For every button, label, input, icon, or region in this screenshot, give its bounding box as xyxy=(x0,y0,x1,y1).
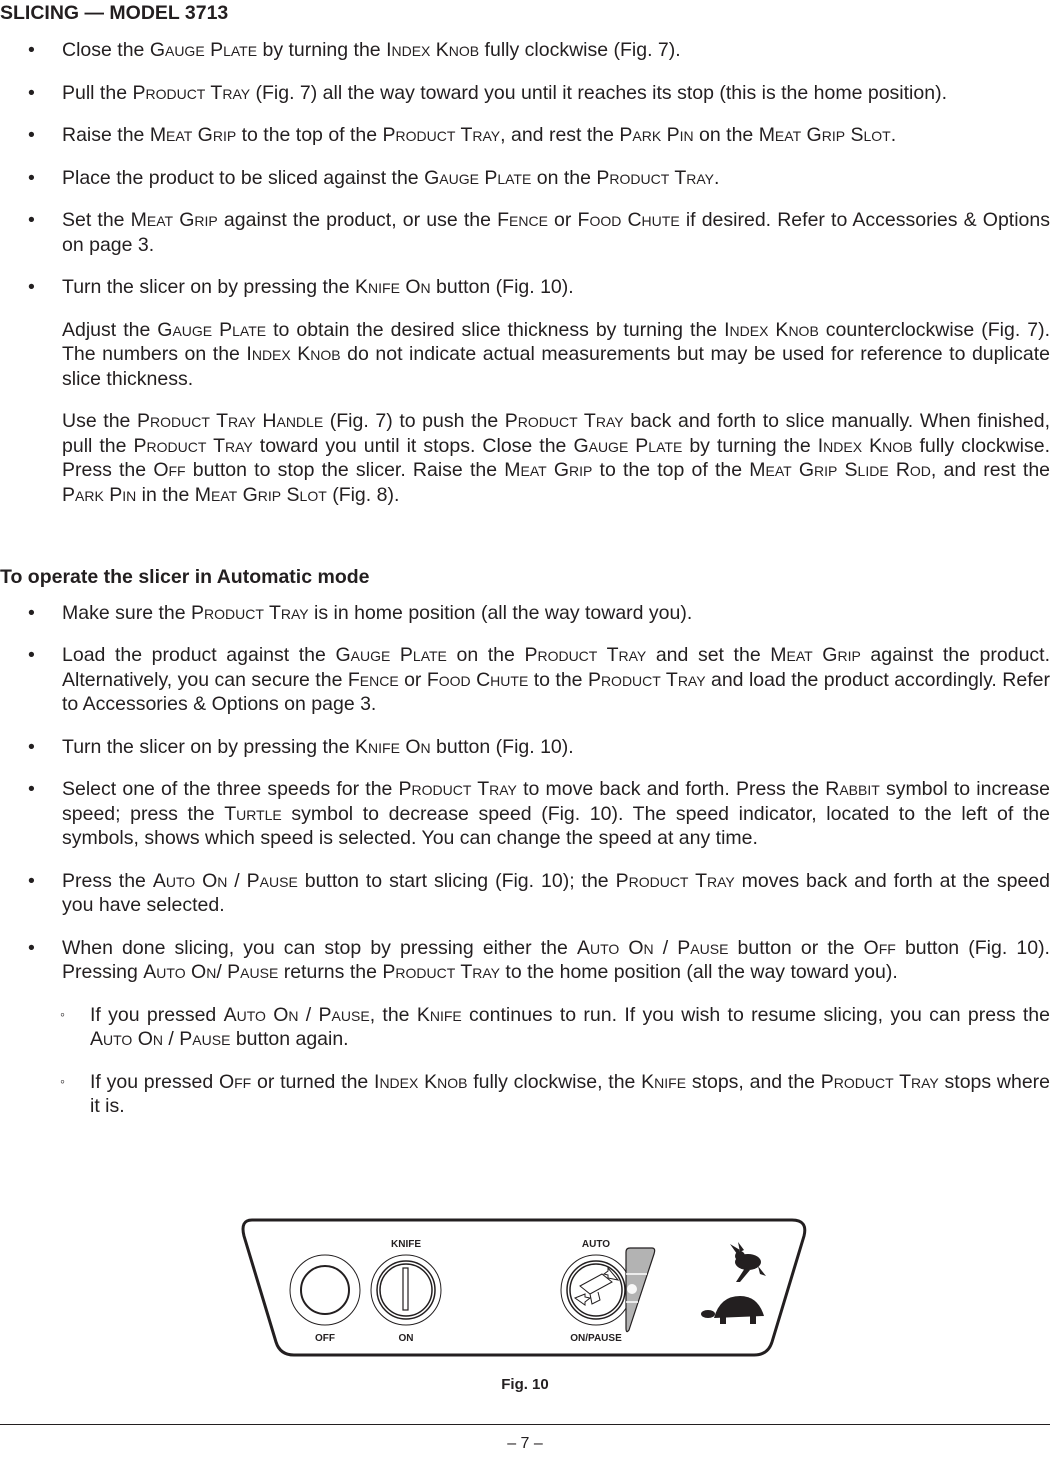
term: Product Tray xyxy=(524,644,647,666)
term: Product Tray xyxy=(398,778,517,800)
turtle-icon xyxy=(701,1296,764,1324)
bullet-icon: • xyxy=(28,601,35,624)
list-item xyxy=(0,936,1050,985)
term: Product Tray xyxy=(382,124,501,146)
term: Index Knob xyxy=(724,318,819,341)
off-button xyxy=(290,1255,360,1325)
off-label: OFF xyxy=(315,1333,335,1344)
figure-caption: Fig. 10 xyxy=(501,1376,549,1393)
list-item xyxy=(0,869,1050,918)
auto-mode-heading: To operate the slicer in Automatic mode xyxy=(0,566,370,588)
term: Off xyxy=(218,1070,252,1093)
bullet-icon: • xyxy=(28,778,35,800)
knife-label: KNIFE xyxy=(391,1239,421,1250)
term: Gauge Plate xyxy=(157,318,267,341)
item-text: Pull the Product Tray (Fig. 7) all the way toward you until it reaches its stop (this is the home position). xyxy=(62,81,947,104)
bullet-icon: ◦ xyxy=(60,1005,65,1022)
item-text: When done slicing, you can stop by pressing either the Auto On / Pause button or the Off button (Fig. 10). Pressing Auto On/ Pause returns the Product Tray to the home position (all the way toward you). xyxy=(62,936,1050,983)
term: Pause xyxy=(227,961,279,983)
bullet-icon: • xyxy=(28,276,35,298)
term: Food Chute xyxy=(577,209,680,231)
bullet-icon: • xyxy=(28,644,35,666)
speed-indicator-light xyxy=(627,1284,637,1294)
term: Turtle xyxy=(224,802,282,825)
item-text: Use the Product Tray Handle (Fig. 7) to push the Product Tray back and forth to slice manually. When finished, pull the Product Tray toward you until it stops. Close the Gauge Plate by turning the Index Knob fully clockwise. Press the Off button to stop the slicer. Raise the Meat Grip to the top of the Meat Grip Slide Rod, and rest the Park Pin in the Meat Grip Slot (Fig. 8). xyxy=(62,410,1050,506)
term: Index Knob xyxy=(386,39,480,61)
term: Product Tray xyxy=(382,961,500,983)
item-text: Turn the slicer on by pressing the Knife On button (Fig. 10). xyxy=(62,276,574,298)
item-text: Select one of the three speeds for the Product Tray to move back and forth. Press the Rabbit symbol to increase speed; press the Turtle symbol to decrease speed (Fig. 10). The speed indicator, located to the left of the symbols, shows which speed is selected. You can change the speed at any time. xyxy=(62,778,1050,849)
bullet-icon: • xyxy=(28,936,35,959)
bullet-icon: • xyxy=(28,209,35,231)
bullet-icon: • xyxy=(28,124,35,146)
auto-on-pause-button xyxy=(561,1255,631,1325)
term: Rabbit xyxy=(825,778,880,800)
term: Product Tray xyxy=(596,166,715,189)
term: Auto On xyxy=(152,869,228,892)
item-text: Adjust the Gauge Plate to obtain the desired slice thickness by turning the Index Knob counterclockwise (Fig. 7). The numbers on the Index Knob do not indicate actual measurements but may be used for reference to duplicate slice thickness. xyxy=(62,318,1050,390)
list-item xyxy=(0,601,1050,626)
term: Knife xyxy=(641,1070,687,1093)
bullet-icon: ◦ xyxy=(60,1072,65,1089)
term: Meat Grip Slide Rod xyxy=(749,459,931,481)
list-item xyxy=(0,166,1050,191)
term: Park Pin xyxy=(619,124,694,146)
term: Meat Grip Slot xyxy=(758,124,891,146)
term: Knife xyxy=(416,1003,462,1026)
paragraph xyxy=(0,409,1050,507)
on-label: ON xyxy=(398,1333,414,1344)
list-item xyxy=(0,1070,1050,1119)
bullet-icon: • xyxy=(28,39,35,61)
bullet-icon: • xyxy=(28,735,35,758)
on-pause-label: ON/PAUSE xyxy=(570,1333,622,1344)
footer-rule xyxy=(0,1424,1050,1425)
item-text: Set the Meat Grip against the product, or use the Fence or Food Chute if desired. Refer to Accessories & Options on page 3. xyxy=(62,209,1050,256)
bullet-icon: • xyxy=(28,869,35,892)
item-text: Load the product against the Gauge Plate on the Product Tray and set the Meat Grip against the product. Alternatively, you can secure the Fence or Food Chute to the Product Tray and load the product accordingly. Refer to Accessories & Options on page 3. xyxy=(62,644,1050,715)
term: Product Tray xyxy=(820,1070,939,1093)
term: Food Chute xyxy=(426,668,529,691)
list-item xyxy=(0,81,1050,106)
term: Product Tray xyxy=(504,410,624,432)
term: Auto On xyxy=(90,1028,164,1050)
paragraph xyxy=(0,318,1050,392)
item-text: Close the Gauge Plate by turning the Index Knob fully clockwise (Fig. 7). xyxy=(62,39,681,61)
item-text: Make sure the Product Tray is in home position (all the way toward you). xyxy=(62,601,693,624)
list-item xyxy=(0,208,1050,257)
term: Fence xyxy=(497,209,548,231)
term: Off xyxy=(153,459,186,481)
term: Index Knob xyxy=(817,434,913,457)
term: Product Tray xyxy=(133,434,253,457)
term: Product Tray Handle xyxy=(137,410,324,432)
bullet-icon: • xyxy=(28,81,35,104)
list-item xyxy=(0,777,1050,851)
term: Product Tray xyxy=(587,668,706,691)
term: Pause xyxy=(246,869,298,892)
control-panel-figure xyxy=(240,1212,810,1362)
item-text: Raise the Meat Grip to the top of the Product Tray, and rest the Park Pin on the Meat Grip Slot. xyxy=(62,124,897,146)
speed-indicator xyxy=(626,1248,655,1332)
manual-slicing-steps xyxy=(0,38,1050,525)
term: Auto On xyxy=(143,961,217,983)
auto-section xyxy=(0,565,1050,1137)
knife-on-button xyxy=(371,1255,441,1325)
term: Knife On xyxy=(355,735,431,758)
term: Knife On xyxy=(355,276,431,298)
term: Index Knob xyxy=(246,343,341,365)
term: Meat Grip xyxy=(130,209,218,231)
term: Auto On xyxy=(223,1003,299,1026)
list-item xyxy=(0,123,1050,148)
term: Pause xyxy=(318,1003,370,1026)
arrows-icon xyxy=(575,1268,618,1305)
term: Product Tray xyxy=(615,869,735,892)
item-text: Turn the slicer on by pressing the Knife On button (Fig. 10). xyxy=(62,735,574,758)
term: Auto On xyxy=(576,936,654,959)
item-text: If you pressed Off or turned the Index Knob fully clockwise, the Knife stops, and the Product Tray stops where it is. xyxy=(90,1070,1050,1117)
term: Gauge Plate xyxy=(149,39,258,61)
item-text: Place the product to be sliced against the Gauge Plate on the Product Tray. xyxy=(62,166,720,189)
term: Meat Grip xyxy=(504,459,593,481)
term: Product Tray xyxy=(132,81,251,104)
section-heading: SLICING — MODEL 3713 xyxy=(0,2,229,24)
term: Off xyxy=(863,936,896,959)
term: Gauge Plate xyxy=(424,166,532,189)
term: Meat Grip xyxy=(149,124,237,146)
term: Product Tray xyxy=(190,601,309,624)
bullet-icon: • xyxy=(28,166,35,189)
list-item xyxy=(0,38,1050,63)
term: Fence xyxy=(347,668,399,691)
auto-label: AUTO xyxy=(581,1239,611,1250)
rabbit-icon xyxy=(730,1242,766,1282)
term: Index Knob xyxy=(374,1070,468,1093)
list-item xyxy=(0,275,1050,300)
term: Park Pin xyxy=(62,483,137,506)
term: Gauge Plate xyxy=(573,434,683,457)
item-text: Press the Auto On / Pause button to start slicing (Fig. 10); the Product Tray moves back and forth at the speed you have selected. xyxy=(62,869,1050,916)
term: Pause xyxy=(677,936,729,959)
term: Meat Grip xyxy=(770,644,861,666)
page-number: – 7 – xyxy=(507,1435,543,1452)
list-item xyxy=(0,735,1050,760)
list-item xyxy=(0,1003,1050,1052)
term: Pause xyxy=(179,1028,231,1050)
item-text: If you pressed Auto On / Pause, the Knife continues to run. If you wish to resume slicing, you can press the Auto On / Pause button again. xyxy=(90,1003,1050,1050)
list-item xyxy=(0,643,1050,717)
term: Meat Grip Slot xyxy=(194,483,327,506)
auto-slicing-steps xyxy=(0,601,1050,1119)
term: Gauge Plate xyxy=(335,644,447,666)
